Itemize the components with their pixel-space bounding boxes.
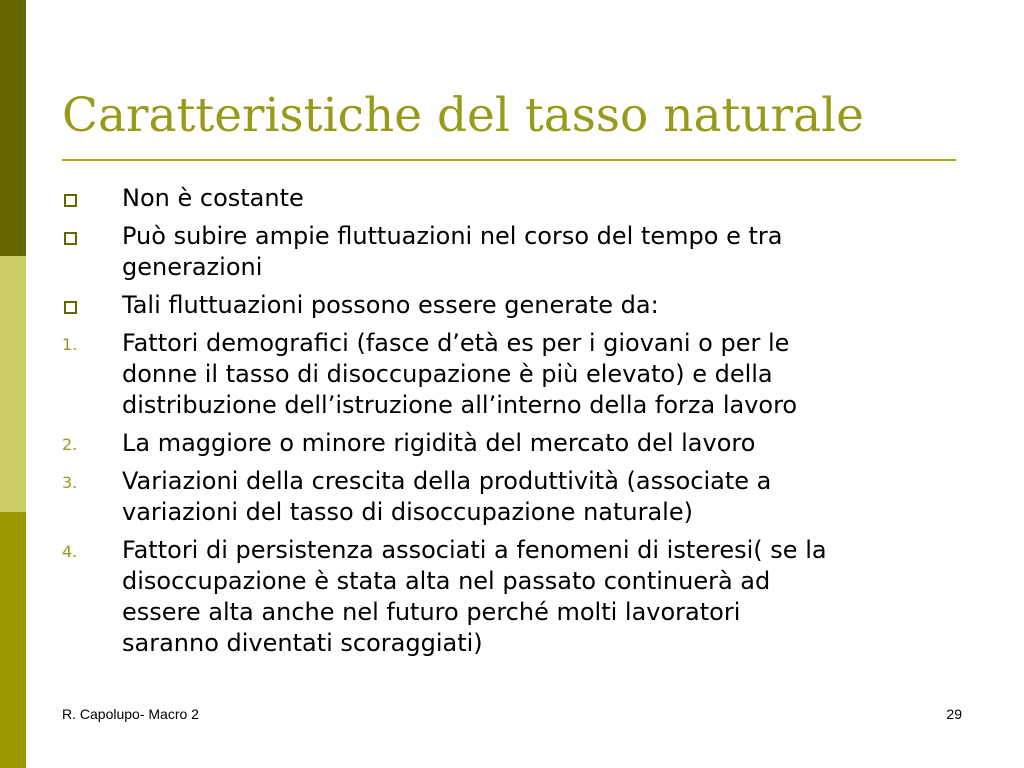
numbered-item <box>0 328 980 421</box>
bullet-item <box>0 290 980 321</box>
numbered-text <box>122 428 980 459</box>
bullet-line: Tali fluttuazioni possono essere generate da: <box>122 291 659 319</box>
footer-page-number: 29 <box>946 706 962 722</box>
bullet-line: Non è costante <box>122 184 304 212</box>
numbered-text <box>122 535 980 659</box>
numbered-text <box>122 466 980 528</box>
numbered-line: saranno diventati scoraggiati) <box>122 629 483 657</box>
item-number: 1. <box>62 335 78 354</box>
numbered-line: variazioni del tasso di disoccupazione naturale) <box>122 498 693 526</box>
numbered-line: Variazioni della crescita della produttività (associate a <box>122 467 772 495</box>
slide-title: Caratteristiche del tasso naturale <box>62 88 864 143</box>
numbered-line: disoccupazione è stata alta nel passato continuerà ad <box>122 567 771 595</box>
hollow-square-bullet-icon <box>64 232 77 245</box>
bullet-item <box>0 183 980 214</box>
item-number: 3. <box>62 473 78 492</box>
bullet-text <box>122 221 980 283</box>
numbered-item <box>0 428 980 459</box>
hollow-square-bullet-icon <box>64 301 77 314</box>
bullet-line: generazioni <box>122 253 263 281</box>
numbered-item <box>0 466 980 528</box>
numbered-line: essere alta anche nel futuro perché molti lavoratori <box>122 598 741 626</box>
numbered-line: donne il tasso di disoccupazione è più elevato) e della <box>122 360 773 388</box>
numbered-line: distribuzione dell’istruzione all’interno della forza lavoro <box>122 391 798 419</box>
numbered-line: La maggiore o minore rigidità del mercato del lavoro <box>122 429 756 457</box>
numbered-line: Fattori demografici (fasce d’età es per i giovani o per le <box>122 329 790 357</box>
numbered-item <box>0 535 980 659</box>
bullet-line: Può subire ampie fluttuazioni nel corso del tempo e tra <box>122 222 783 250</box>
item-number: 4. <box>62 542 78 561</box>
bullet-text <box>122 183 980 214</box>
numbered-text <box>122 328 980 421</box>
footer-author: R. Capolupo- Macro 2 <box>62 706 199 722</box>
bullet-list <box>0 183 980 666</box>
bullet-text <box>122 290 980 321</box>
hollow-square-bullet-icon <box>64 194 77 207</box>
title-divider <box>62 159 956 161</box>
bullet-item <box>0 221 980 283</box>
item-number: 2. <box>62 435 78 454</box>
numbered-line: Fattori di persistenza associati a fenomeni di isteresi( se la <box>122 536 827 564</box>
